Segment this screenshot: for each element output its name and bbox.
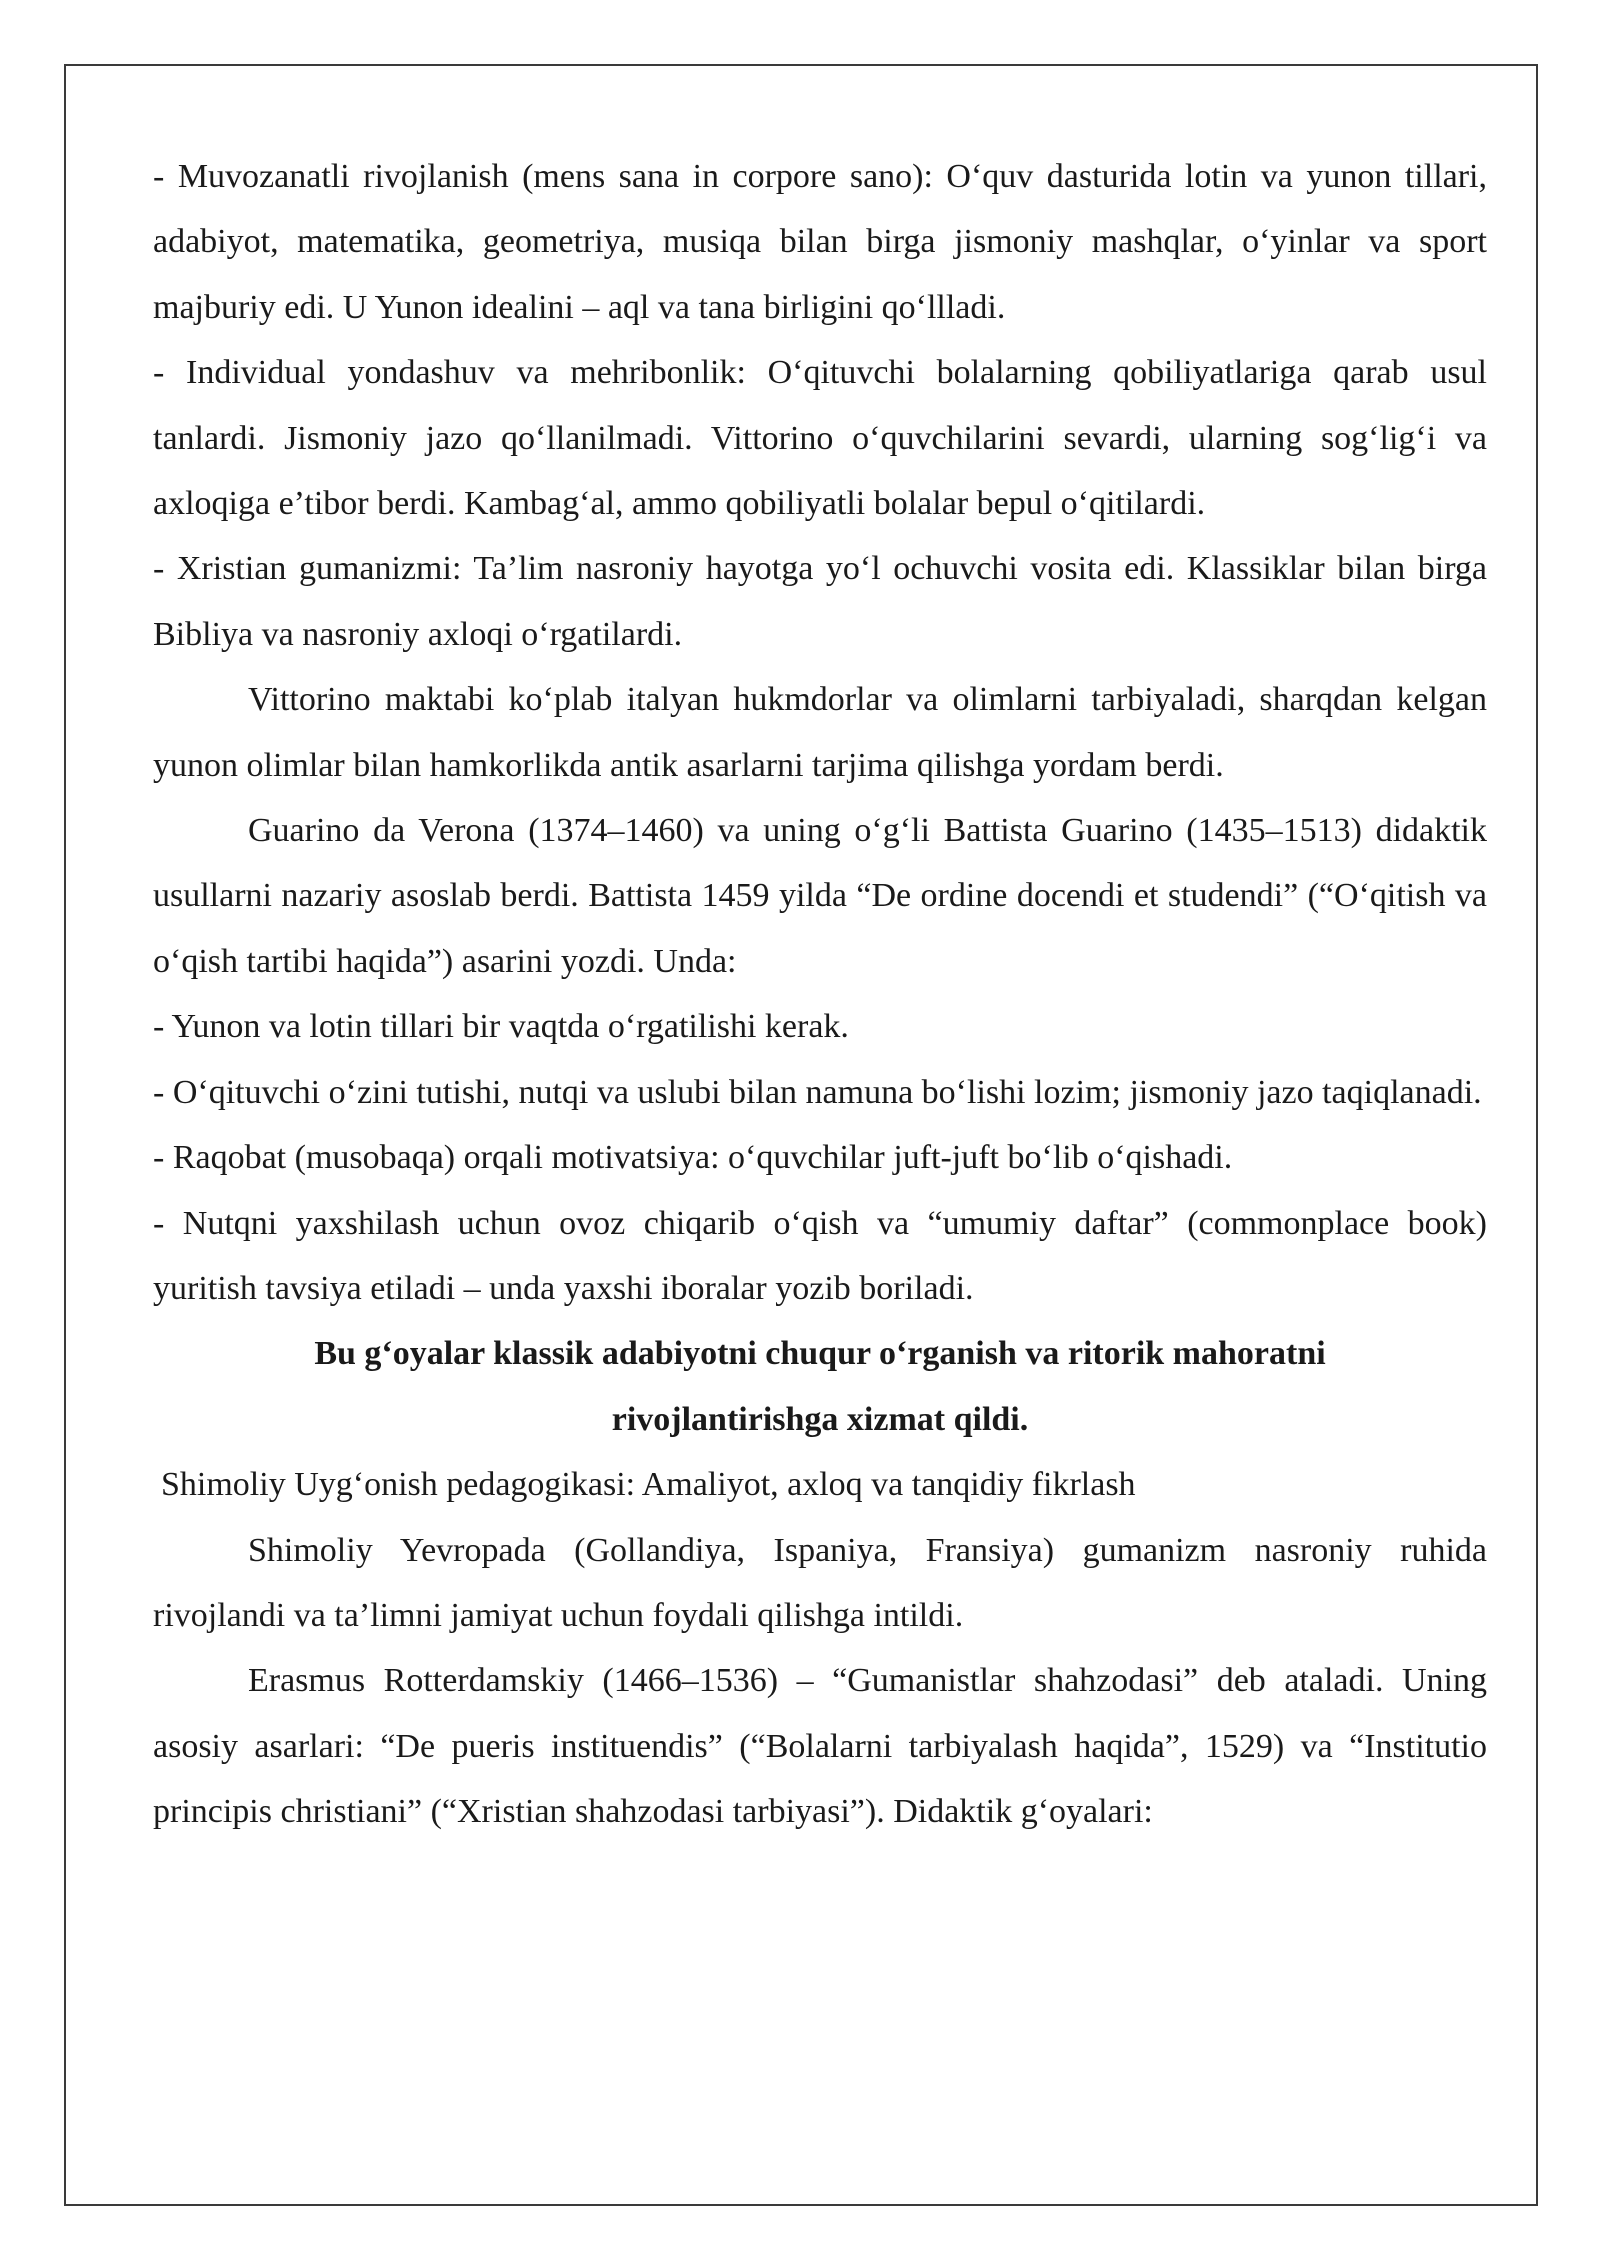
paragraph-erasmus: Erasmus Rotterdamskiy (1466–1536) – “Gumanistlar shahzodasi” deb ataladi. Uning asosiy asarlari: “De pueris instituendis” (“Bolalarni tarbiyalash haqida”, 1529) va “Institutio principis christiani” (“Xristian shahzodasi tarbiyasi”). Didaktik g‘oyalari: bbox=[153, 1662, 1487, 1831]
paragraph-vittorino-school: Vittorino maktabi ko‘plab italyan hukmdorlar va olimlarni tarbiyaladi, sharqdan kelgan yunon olimlar bilan hamkorlikda antik asarlarni tarjima qilishga yordam berdi. bbox=[153, 681, 1487, 784]
paragraph-competition: - Raqobat (musobaqa) orqali motivatsiya: o‘quvchilar juft-juft bo‘lib o‘qishadi. bbox=[153, 1139, 1233, 1177]
paragraph-teacher-model: - O‘qituvchi o‘zini tutishi, nutqi va uslubi bilan namuna bo‘lishi lozim; jismoniy jazo taqiqlanadi. bbox=[153, 1073, 1482, 1111]
paragraph-christian-humanism: - Xristian gumanizmi: Ta’lim nasroniy hayotga yo‘l ochuvchi vosita edi. Klassiklar bilan birga Bibliya va nasroniy axloqi o‘rgatilardi. bbox=[153, 550, 1487, 653]
paragraph-northern-europe: Shimoliy Yevropada (Gollandiya, Ispaniya, Fransiya) gumanizm nasroniy ruhida rivojlandi va ta’limni jamiyat uchun foydali qilishga intildi. bbox=[153, 1531, 1487, 1634]
section-heading: Shimoliy Uyg‘onish pedagogikasi: Amaliyot, axloq va tanqidiy fikrlash bbox=[161, 1466, 1136, 1504]
paragraph-reading-aloud: - Nutqni yaxshilash uchun ovoz chiqarib o‘qish va “umumiy daftar” (commonplace book) yuritish tavsiya etiladi – unda yaxshi iboralar yozib boriladi. bbox=[153, 1204, 1487, 1307]
paragraph-guarino: Guarino da Verona (1374–1460) va uning o‘g‘li Battista Guarino (1435–1513) didaktik usullarni nazariy asoslab berdi. Battista 1459 yilda “De ordine docendi et studendi” (“O‘qitish va o‘qish tartibi haqida”) asarini yozdi. Unda: bbox=[153, 812, 1487, 980]
document-body bbox=[153, 144, 1487, 1845]
bold-statement: Bu g‘oyalar klassik adabiyotni chuqur o‘rganish va ritorik mahoratni rivojlantirishga xizmat qildi. bbox=[314, 1335, 1326, 1438]
paragraph-individual-approach: - Individual yondashuv va mehribonlik: O‘qituvchi bolalarning qobiliyatlariga qarab usul tanlardi. Jismoniy jazo qo‘llanilmadi. Vittorino o‘quvchilarini sevardi, ularning sog‘lig‘i va axloqiga e’tibor berdi. Kambag‘al, ammo qobiliyatli bolalar bepul o‘qitilardi. bbox=[153, 354, 1487, 523]
paragraph-languages-simultaneous: - Yunon va lotin tillari bir vaqtda o‘rgatilishi kerak. bbox=[153, 1008, 849, 1046]
paragraph-balanced-development: - Muvozanatli rivojlanish (mens sana in corpore sano): O‘quv dasturida lotin va yunon tillari, adabiyot, matematika, geometriya, musiqa bilan birga jismoniy mashqlar, o‘yinlar va sport majburiy edi. U Yunon idealini – aql va tana birligini qo‘llladi. bbox=[153, 158, 1487, 326]
